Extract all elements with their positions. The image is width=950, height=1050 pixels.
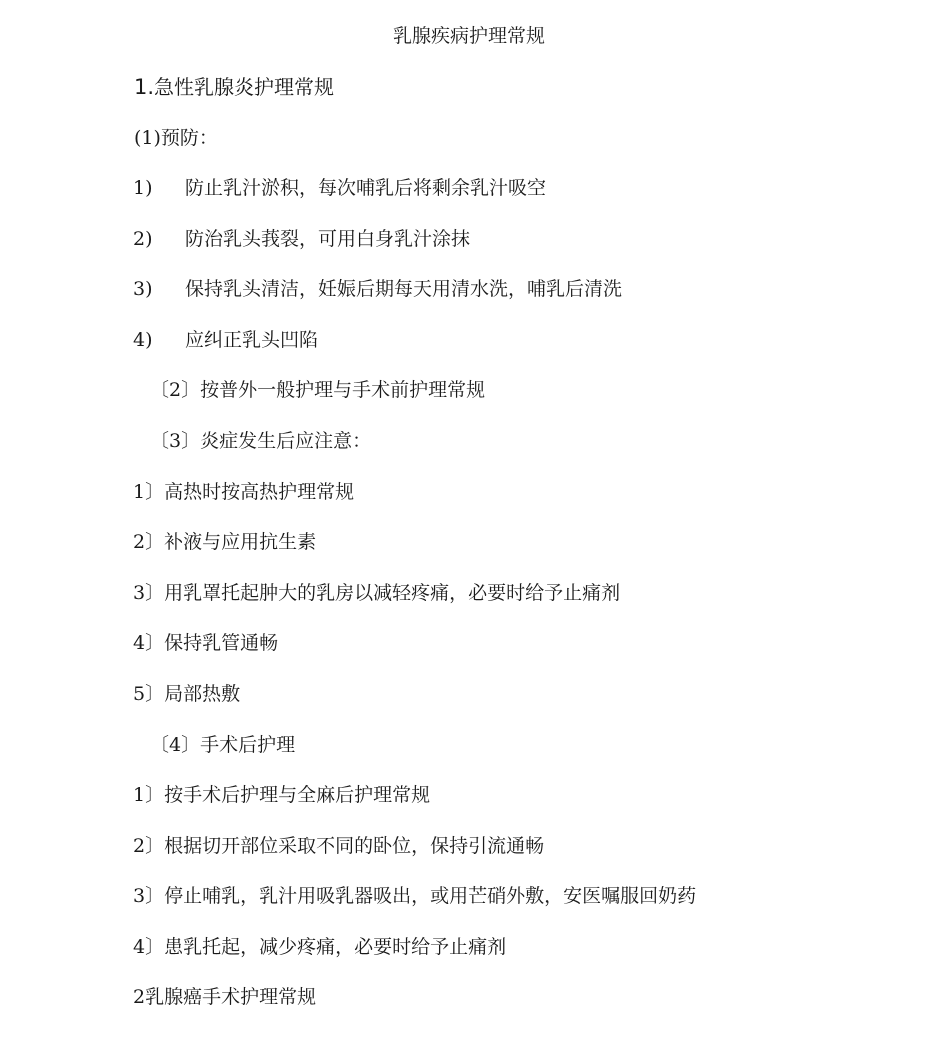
subsection-inflammation-label: 〔3〕炎症发生后应注意： (150, 430, 372, 452)
postop-item: 3〕停止哺乳，乳汁用吸乳器吸出，或用芒硝外敷，安医嘱服回奶药 (133, 885, 697, 907)
section-1-heading (134, 75, 334, 99)
subsection-preop-care: 〔2〕按普外一般护理与手术前护理常规 (150, 379, 486, 401)
inflammation-item: 4〕保持乳管通畅 (133, 632, 279, 654)
inflammation-item: 5〕局部热敷 (133, 683, 241, 705)
item-number: 2) (133, 228, 153, 250)
item-number: 4) (133, 329, 153, 351)
inflammation-item: 3〕用乳罩托起肿大的乳房以减轻疼痛，必要时给予止痛剂 (133, 582, 621, 604)
inflammation-item: 1〕高热时按高热护理常规 (133, 481, 355, 503)
prevention-item (133, 227, 470, 251)
item-text: 防止乳汁淤积，每次哺乳后将剩余乳汁吸空 (185, 177, 547, 199)
document-title: 乳腺疾病护理常规 (392, 25, 545, 47)
inflammation-item: 2〕补液与应用抗生素 (133, 531, 317, 553)
prevention-item (133, 176, 546, 200)
section-1-title: 急性乳腺炎护理常规 (154, 75, 335, 99)
item-text: 应纠正乳头凹陷 (185, 329, 319, 351)
postop-item: 4〕患乳托起，减少疼痛，必要时给予止痛剂 (133, 936, 507, 958)
subsection-postop-label: 〔4〕手术后护理 (150, 734, 296, 756)
prevention-item (133, 277, 622, 301)
postop-item: 2〕根据切开部位采取不同的卧位，保持引流通畅 (133, 835, 545, 857)
section-2-heading: 2乳腺癌手术护理常规 (133, 986, 317, 1008)
prevention-item (133, 328, 318, 352)
item-text: 保持乳头清洁，妊娠后期每天用清水洗，哺乳后清洗 (185, 278, 623, 300)
item-number: 3) (133, 278, 153, 300)
item-number: 1) (133, 177, 153, 199)
postop-item: 1〕按手术后护理与全麻后护理常规 (133, 784, 431, 806)
subsection-prevention-label: (1)预防： (134, 127, 218, 149)
section-1-number: 1. (134, 75, 155, 99)
item-text: 防治乳头莪裂，可用白身乳汁涂抹 (185, 228, 471, 250)
